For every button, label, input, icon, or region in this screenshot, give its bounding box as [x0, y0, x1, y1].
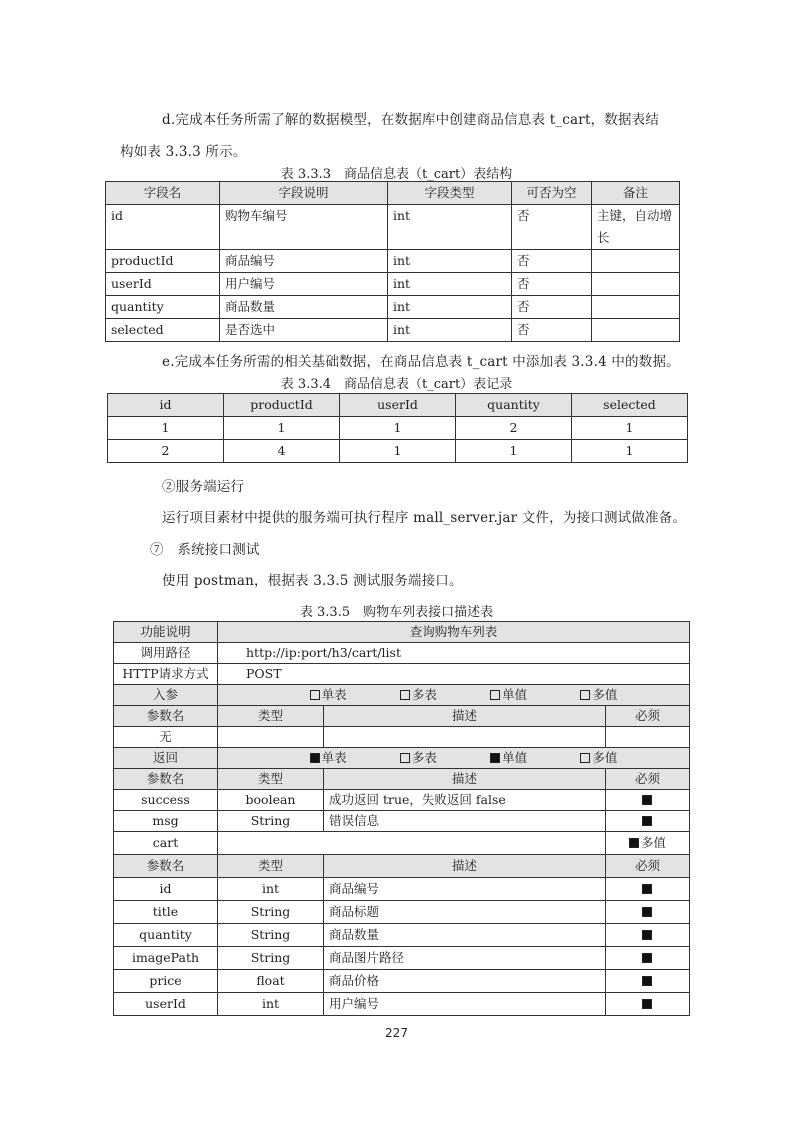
- method-value: POST: [218, 664, 690, 685]
- empty-square-icon: [400, 690, 410, 700]
- filled-square-icon: [490, 753, 500, 763]
- param-column-header: 必须: [606, 769, 690, 790]
- filled-square-icon: [629, 838, 639, 848]
- table-cell: 否: [512, 250, 592, 273]
- table-caption: 表 3.3.3 商品信息表（t_cart）表结构: [280, 167, 513, 182]
- paragraph-e: e.完成本任务所需的相关基础数据，在商品信息表 t_cart 中添加表 3.3.4 中的数据。: [162, 354, 680, 370]
- empty-square-icon: [580, 690, 590, 700]
- table-cell: [592, 296, 680, 319]
- table-caption: 表 3.3.5 购物车列表接口描述表: [299, 605, 494, 620]
- filled-square-icon: [642, 999, 652, 1009]
- param-column-header: 必须: [606, 855, 690, 878]
- cart-required-label: 多值: [641, 835, 667, 850]
- table-cell: 1: [572, 440, 688, 463]
- return-type-option: [400, 748, 437, 768]
- table-cell: int: [388, 250, 512, 273]
- column-header: userId: [340, 394, 456, 417]
- param-type: String: [218, 811, 324, 832]
- return-param-header: [114, 769, 690, 790]
- table-cell: 商品编号: [220, 250, 388, 273]
- return-type-option-label: 单表: [321, 750, 347, 765]
- return-type-options: [223, 748, 684, 768]
- empty-square-icon: [490, 690, 500, 700]
- path-label: 调用路径: [114, 643, 218, 664]
- method-label: HTTP请求方式: [114, 664, 218, 685]
- table-cell: [592, 319, 680, 342]
- step-7-text: 使用 postman，根据表 3.3.5 测试服务端接口。: [162, 573, 463, 589]
- table-row: [106, 250, 680, 273]
- param-type: boolean: [218, 790, 324, 811]
- table-cell: 1: [340, 440, 456, 463]
- param-row: [114, 901, 690, 924]
- page-number: 227: [385, 1026, 408, 1040]
- row-input-type: [114, 685, 690, 706]
- table-cell: 1: [340, 417, 456, 440]
- param-required: [606, 790, 690, 811]
- column-header: productId: [224, 394, 340, 417]
- filled-square-icon: [642, 816, 652, 826]
- return-type-option: [580, 748, 617, 768]
- param-column-header: 描述: [324, 855, 606, 878]
- param-type: String: [218, 924, 324, 947]
- param-name: quantity: [114, 924, 218, 947]
- input-type-options: [223, 685, 684, 705]
- input-param-header: [114, 706, 690, 727]
- table-cell: 主键，自动增长: [592, 205, 680, 250]
- param-required: [606, 970, 690, 993]
- return-type-option-label: 多值: [592, 750, 618, 765]
- column-header: 字段类型: [388, 182, 512, 205]
- param-required: [606, 947, 690, 970]
- input-type-option: [490, 685, 527, 705]
- input-type-option-label: 单值: [502, 687, 528, 702]
- table-cell: quantity: [106, 296, 220, 319]
- table-cell: 1: [224, 417, 340, 440]
- param-required: [606, 993, 690, 1016]
- param-name: title: [114, 901, 218, 924]
- param-column-header: 参数名: [114, 855, 218, 878]
- table-cell: 是否选中: [220, 319, 388, 342]
- return-type-option-label: 单值: [502, 750, 528, 765]
- return-type-option: [310, 748, 347, 768]
- param-column-header: 描述: [324, 769, 606, 790]
- paragraph-d-line2: 构如表 3.3.3 所示。: [120, 144, 247, 160]
- param-name: success: [114, 790, 218, 811]
- row-path: [114, 643, 690, 664]
- param-row: [114, 993, 690, 1016]
- param-description: 用户编号: [324, 993, 606, 1016]
- param-row: [114, 811, 690, 832]
- param-column-header: 描述: [324, 706, 606, 727]
- table-cell: 否: [512, 296, 592, 319]
- input-label: 入参: [114, 685, 218, 706]
- param-row: [114, 878, 690, 901]
- input-type-option-label: 多值: [592, 687, 618, 702]
- param-column-header: 类型: [218, 706, 324, 727]
- param-description: 成功返回 true，失败返回 false: [324, 790, 606, 811]
- column-header: quantity: [456, 394, 572, 417]
- input-none: 无: [114, 727, 218, 748]
- param-name: price: [114, 970, 218, 993]
- column-header: 备注: [592, 182, 680, 205]
- column-header: 字段说明: [220, 182, 388, 205]
- table-records: [107, 393, 688, 463]
- param-description: 商品数量: [324, 924, 606, 947]
- table-cell: [592, 250, 680, 273]
- param-type: float: [218, 970, 324, 993]
- param-column-header: 类型: [218, 855, 324, 878]
- return-type-option: [490, 748, 527, 768]
- table-cell: [592, 273, 680, 296]
- empty-square-icon: [310, 690, 320, 700]
- param-description: 商品图片路径: [324, 947, 606, 970]
- table-row: [106, 205, 680, 250]
- column-header: selected: [572, 394, 688, 417]
- param-name: imagePath: [114, 947, 218, 970]
- table-cell: 1: [456, 440, 572, 463]
- table-cell: selected: [106, 319, 220, 342]
- param-required: [606, 901, 690, 924]
- table-cell: 1: [572, 417, 688, 440]
- table-row: [108, 417, 688, 440]
- row-return-type: [114, 748, 690, 769]
- param-required: [606, 878, 690, 901]
- param-name: id: [114, 878, 218, 901]
- table-row: [106, 296, 680, 319]
- column-header: 字段名: [106, 182, 220, 205]
- param-type: int: [218, 878, 324, 901]
- filled-square-icon: [642, 976, 652, 986]
- step-2-text: 运行项目素材中提供的服务端可执行程序 mall_server.jar 文件，为接口测试做准备。: [162, 510, 687, 526]
- input-type-option: [310, 685, 347, 705]
- table-cell: 商品数量: [220, 296, 388, 319]
- empty-square-icon: [400, 753, 410, 763]
- table-cell: id: [106, 205, 220, 250]
- param-description: 商品价格: [324, 970, 606, 993]
- param-row: [114, 947, 690, 970]
- step-2-title: ②服务端运行: [162, 479, 245, 495]
- column-header: 可否为空: [512, 182, 592, 205]
- table-cell: int: [388, 296, 512, 319]
- param-row: [114, 970, 690, 993]
- param-type: String: [218, 947, 324, 970]
- param-column-header: 参数名: [114, 769, 218, 790]
- table-cell: 购物车编号: [220, 205, 388, 250]
- row-function: [114, 622, 690, 643]
- table-cell: int: [388, 205, 512, 250]
- param-name: msg: [114, 811, 218, 832]
- return-label: 返回: [114, 748, 218, 769]
- filled-square-icon: [642, 953, 652, 963]
- param-type: String: [218, 901, 324, 924]
- param-row: [114, 924, 690, 947]
- param-required: [606, 924, 690, 947]
- row-method: [114, 664, 690, 685]
- table-cell: 4: [224, 440, 340, 463]
- filled-square-icon: [642, 930, 652, 940]
- param-row: [114, 790, 690, 811]
- step-7-title: ⑦ 系统接口测试: [150, 542, 260, 558]
- cart-param-header: [114, 855, 690, 878]
- table-cell: userId: [106, 273, 220, 296]
- table-cell: 否: [512, 273, 592, 296]
- table-cell: 2: [456, 417, 572, 440]
- func-value: 查询购物车列表: [218, 622, 690, 643]
- return-type-option-label: 多表: [411, 750, 437, 765]
- table-cell: 2: [108, 440, 224, 463]
- row-cart: [114, 832, 690, 855]
- table-cell: 否: [512, 205, 592, 250]
- table-cell: 用户编号: [220, 273, 388, 296]
- param-column-header: 必须: [606, 706, 690, 727]
- input-type-option-label: 多表: [411, 687, 437, 702]
- table-row: [106, 273, 680, 296]
- table-cell: int: [388, 319, 512, 342]
- input-type-option-label: 单表: [321, 687, 347, 702]
- table-cell: int: [388, 273, 512, 296]
- path-value: http://ip:port/h3/cart/list: [218, 643, 690, 664]
- param-column-header: 类型: [218, 769, 324, 790]
- filled-square-icon: [642, 795, 652, 805]
- input-type-option: [400, 685, 437, 705]
- param-description: 错误信息: [324, 811, 606, 832]
- table-caption: 表 3.3.4 商品信息表（t_cart）表记录: [280, 377, 513, 392]
- table-header-row: [108, 394, 688, 417]
- param-type: int: [218, 993, 324, 1016]
- filled-square-icon: [642, 907, 652, 917]
- filled-square-icon: [310, 753, 320, 763]
- param-required: [606, 811, 690, 832]
- table-row: [108, 440, 688, 463]
- table-api-description: [113, 621, 690, 1016]
- func-label: 功能说明: [114, 622, 218, 643]
- input-type-option: [580, 685, 617, 705]
- cart-name: cart: [114, 832, 218, 855]
- column-header: id: [108, 394, 224, 417]
- paragraph-d-line1: d.完成本任务所需了解的数据模型，在数据库中创建商品信息表 t_cart，数据表结: [162, 112, 660, 128]
- table-cell: 否: [512, 319, 592, 342]
- table-cell: productId: [106, 250, 220, 273]
- table-structure: [105, 181, 680, 342]
- row-input-none: [114, 727, 690, 748]
- param-name: userId: [114, 993, 218, 1016]
- table-cell: 1: [108, 417, 224, 440]
- param-description: 商品编号: [324, 878, 606, 901]
- table-header-row: [106, 182, 680, 205]
- param-description: 商品标题: [324, 901, 606, 924]
- param-column-header: 参数名: [114, 706, 218, 727]
- filled-square-icon: [642, 884, 652, 894]
- empty-square-icon: [580, 753, 590, 763]
- table-row: [106, 319, 680, 342]
